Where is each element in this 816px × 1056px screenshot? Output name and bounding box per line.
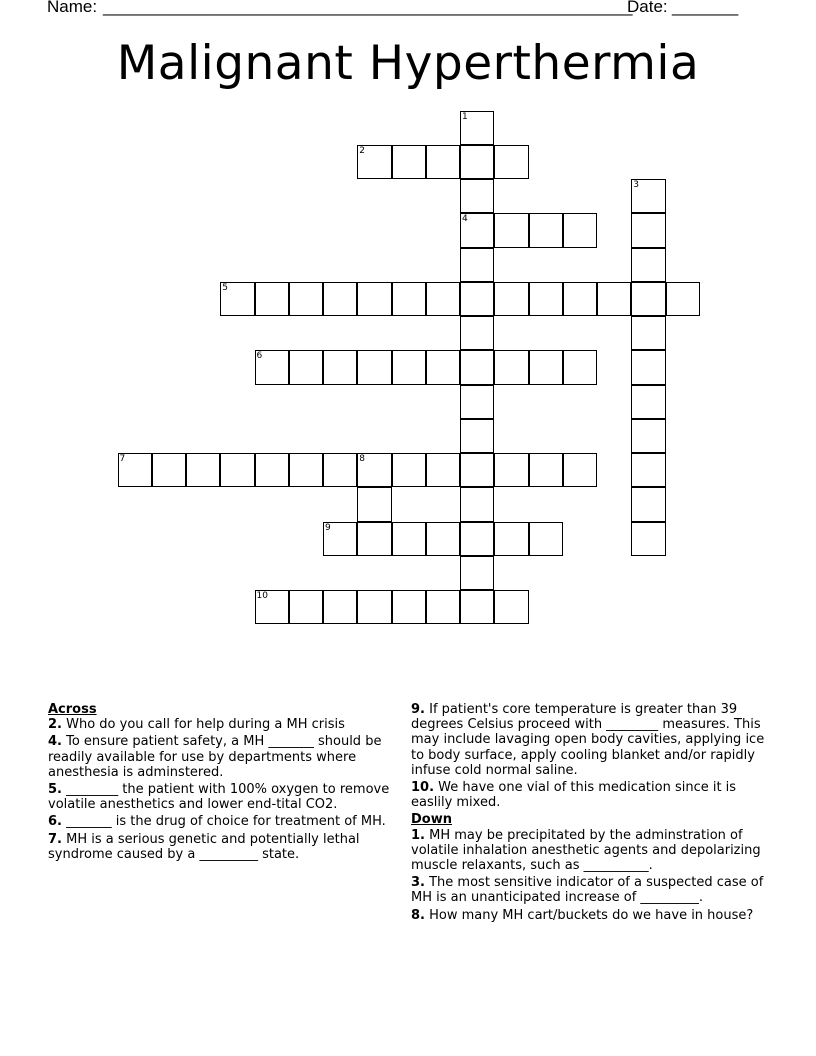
grid-cell[interactable] (631, 385, 665, 419)
clue-text: The most sensitive indicator of a suspected case of MH is an unanticipated increase of _________. (411, 875, 764, 906)
clue-item (48, 717, 393, 732)
grid-cell[interactable] (220, 453, 254, 487)
across-clue-list (48, 717, 393, 862)
grid-cell[interactable] (426, 350, 460, 384)
grid-cell[interactable] (460, 248, 494, 282)
clues-left-column (48, 702, 393, 864)
grid-cell[interactable] (357, 350, 391, 384)
clue-number-label: 10 (256, 591, 268, 601)
across-clue-list-continued (411, 702, 771, 810)
grid-cell[interactable] (631, 282, 665, 316)
name-label: Name: (47, 0, 98, 16)
clue-text: MH is a serious genetic and potentially lethal syndrome caused by a _________ state. (48, 831, 360, 862)
grid-cell[interactable] (392, 522, 426, 556)
grid-cell[interactable] (494, 213, 528, 247)
grid-cell[interactable] (323, 350, 357, 384)
grid-cell[interactable] (631, 487, 665, 521)
grid-cell[interactable] (289, 453, 323, 487)
clue-item (48, 832, 393, 862)
grid-cell[interactable] (460, 385, 494, 419)
grid-cell[interactable] (494, 453, 528, 487)
clue-number-label: 3 (633, 180, 639, 190)
clue-item (411, 828, 771, 874)
grid-cell[interactable] (460, 522, 494, 556)
clue-number: 5. (48, 782, 62, 798)
clues-right-column (411, 702, 771, 925)
grid-cell[interactable] (460, 487, 494, 521)
grid-cell[interactable] (563, 350, 597, 384)
grid-cell[interactable] (494, 145, 528, 179)
clue-text: Who do you call for help during a MH crisis (61, 717, 345, 733)
grid-cell[interactable] (529, 350, 563, 384)
grid-cell[interactable] (255, 453, 289, 487)
grid-cell[interactable] (666, 282, 700, 316)
grid-cell[interactable] (323, 590, 357, 624)
date-label: Date: (627, 0, 668, 16)
clue-text: We have one vial of this medication since it is easlily mixed. (411, 780, 737, 811)
grid-cell[interactable] (494, 590, 528, 624)
clue-number: 7. (48, 831, 62, 847)
grid-cell[interactable] (460, 419, 494, 453)
grid-cell[interactable] (392, 350, 426, 384)
grid-cell[interactable] (529, 453, 563, 487)
clue-item (48, 814, 393, 829)
grid-cell[interactable] (357, 282, 391, 316)
grid-cell[interactable] (460, 282, 494, 316)
grid-cell[interactable] (255, 282, 289, 316)
grid-cell[interactable] (357, 590, 391, 624)
grid-cell[interactable] (631, 350, 665, 384)
clue-number: 9. (411, 702, 425, 717)
grid-cell[interactable] (631, 213, 665, 247)
grid-cell[interactable] (289, 590, 323, 624)
grid-cell[interactable] (357, 522, 391, 556)
clue-item (411, 875, 771, 905)
clue-number: 1. (411, 827, 425, 843)
grid-cell[interactable] (631, 316, 665, 350)
grid-cell[interactable] (631, 522, 665, 556)
grid-cell[interactable] (323, 282, 357, 316)
grid-cell[interactable] (460, 316, 494, 350)
clue-number-label: 7 (119, 454, 126, 464)
grid-cell[interactable] (494, 282, 528, 316)
date-blank: _______ (672, 0, 739, 16)
grid-cell[interactable] (392, 590, 426, 624)
grid-cell[interactable] (426, 145, 460, 179)
grid-cell[interactable] (563, 213, 597, 247)
grid-cell[interactable] (426, 522, 460, 556)
clue-item (411, 908, 771, 923)
grid-cell[interactable] (460, 453, 494, 487)
grid-cell[interactable] (460, 590, 494, 624)
clue-number-label: 2 (359, 145, 365, 156)
grid-cell[interactable] (529, 522, 563, 556)
grid-cell[interactable] (460, 145, 494, 179)
grid-cell[interactable] (357, 487, 391, 521)
name-blank: ________________________________________________________ (103, 0, 633, 16)
clue-number-label: 9 (325, 522, 331, 533)
clue-number: 10. (411, 780, 435, 796)
clue-text: How many MH cart/buckets do we have in house? (424, 907, 754, 923)
grid-cell[interactable] (460, 556, 494, 590)
clue-item (48, 782, 393, 812)
clue-item (48, 734, 393, 780)
grid-cell[interactable] (494, 350, 528, 384)
clue-number: 8. (411, 907, 425, 923)
clue-number-label: 4 (462, 214, 468, 225)
grid-cell[interactable] (392, 453, 426, 487)
grid-cell[interactable] (426, 453, 460, 487)
clue-text: To ensure patient safety, a MH _______ should be readily available for use by departments where anesthesia is adminstered. (48, 734, 382, 780)
grid-cell[interactable] (289, 282, 323, 316)
grid-cell[interactable] (563, 453, 597, 487)
grid-cell[interactable] (152, 453, 186, 487)
clue-number-label: 1 (462, 111, 468, 122)
clue-item (411, 780, 771, 810)
grid-cell[interactable] (426, 282, 460, 316)
clue-number: 2. (48, 717, 62, 733)
grid-cell[interactable] (494, 522, 528, 556)
grid-cell[interactable] (392, 145, 426, 179)
clue-number: 3. (411, 875, 425, 891)
grid-cell[interactable] (529, 282, 563, 316)
clue-number: 4. (48, 734, 62, 750)
page-title: Malignant Hyperthermia (116, 36, 700, 91)
grid-cell[interactable] (529, 213, 563, 247)
grid-cell[interactable] (186, 453, 220, 487)
clue-number-label: 5 (222, 282, 228, 293)
clue-number-label: 8 (359, 454, 365, 464)
grid-cell[interactable] (289, 350, 323, 384)
clue-text: If patient's core temperature is greater than 39 degrees Celsius proceed with ________ measures. This may include lavaging open body cavities, applying ice to body surface, apply cooling blanket and/or rapidly infuse cold normal saline. (411, 702, 765, 778)
grid-cell[interactable] (460, 179, 494, 213)
clue-number-label: 6 (256, 351, 263, 362)
grid-cell[interactable] (323, 453, 357, 487)
grid-cell[interactable] (426, 590, 460, 624)
clue-text: _______ is the drug of choice for treatment of MH. (61, 814, 386, 830)
down-clue-list (411, 828, 771, 923)
grid-cell[interactable] (563, 282, 597, 316)
across-heading: Across (48, 702, 97, 717)
grid-cell[interactable] (597, 282, 631, 316)
grid-cell[interactable] (631, 419, 665, 453)
clue-item (411, 702, 771, 778)
clue-number: 6. (48, 814, 62, 830)
down-heading: Down (411, 812, 452, 828)
clue-text: MH may be precipitated by the adminstration of volatile inhalation anesthetic agents and depolarizing muscle relaxants, such as __________. (411, 827, 761, 874)
grid-cell[interactable] (631, 248, 665, 282)
grid-cell[interactable] (631, 453, 665, 487)
grid-cell[interactable] (392, 282, 426, 316)
grid-cell[interactable] (460, 350, 494, 384)
clue-text: ________ the patient with 100% oxygen to remove volatile anesthetics and lower end-tital CO2. (48, 782, 390, 813)
